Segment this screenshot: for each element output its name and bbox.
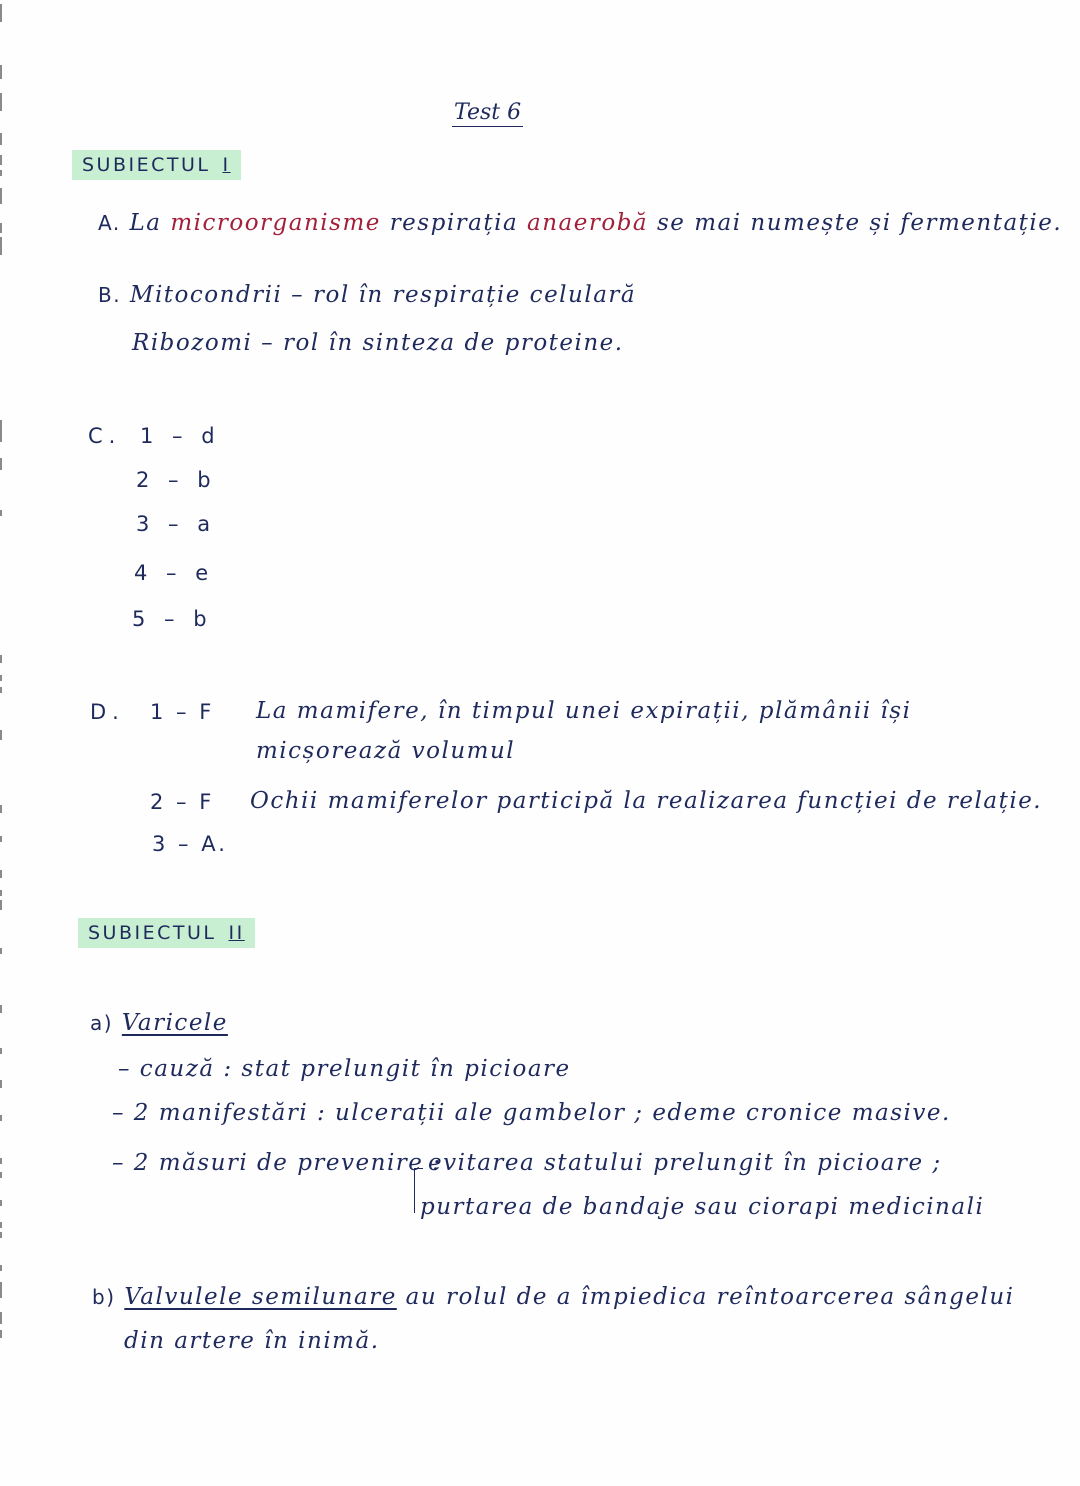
correction-text: micșorează volumul xyxy=(256,738,516,764)
answer-b-line-2: din artere în inimă. xyxy=(124,1328,380,1354)
match-pair: 5 – b xyxy=(132,607,213,631)
item-label: b) xyxy=(92,1285,116,1309)
item-label: a) xyxy=(90,1011,114,1035)
item-label: B. xyxy=(98,283,122,307)
correction-text: Ochii mamiferelor participă la realizarea funcției de relație. xyxy=(250,788,1043,814)
match-pair: 4 – e xyxy=(134,561,215,585)
answer-b-line-1 xyxy=(98,282,636,308)
answer-text: au rolul de a împiedica reîntoarcerea sângelui xyxy=(405,1284,1015,1310)
answer-a xyxy=(98,210,1062,236)
true-false-key: 2 – F xyxy=(150,790,215,814)
cause-line: – cauză : stat prelungit în picioare xyxy=(118,1056,571,1082)
match-pair: 1 – d xyxy=(140,424,221,448)
correction-text: La mamifere, în timpul unei expirații, plămânii își xyxy=(256,698,912,724)
match-pair: 3 – a xyxy=(136,512,217,536)
highlighted-term: microorganisme xyxy=(170,210,381,236)
answer-text: La xyxy=(129,210,162,236)
section-heading-subiectul-1 xyxy=(72,150,241,180)
section-numeral: II xyxy=(228,922,245,944)
answer-text: se mai numește și fermentație. xyxy=(656,210,1063,236)
answer-a-heading xyxy=(90,1010,228,1036)
prevention-item: purtarea de bandaje sau ciorapi medicinali xyxy=(420,1194,985,1220)
section-heading-text: SUBIECTUL xyxy=(82,154,211,176)
binder-margin-marks xyxy=(0,0,4,1486)
item-label-d: D. xyxy=(90,700,125,724)
match-pair: 2 – b xyxy=(136,468,217,492)
answer-text: respirația xyxy=(389,210,519,236)
answer-b xyxy=(92,1284,1015,1310)
prevention-item: evitarea statului prelungit în picioare ; xyxy=(428,1150,942,1176)
prevention-label: – 2 măsuri de prevenire : xyxy=(112,1150,442,1176)
page-title: Test 6 xyxy=(454,100,522,125)
answer-b-line-2: Ribozomi – rol în sinteza de proteine. xyxy=(132,330,624,356)
topic-term: Valvulele semilunare xyxy=(124,1284,397,1310)
section-heading-subiectul-2 xyxy=(78,918,255,948)
item-label-c: C. xyxy=(88,424,122,448)
section-heading-text: SUBIECTUL xyxy=(88,922,217,944)
item-label: A. xyxy=(98,211,121,235)
topic-term: Varicele xyxy=(121,1010,228,1036)
answer-text: Mitocondrii – rol în respirație celulară xyxy=(129,282,637,308)
highlighted-term: anaerobă xyxy=(527,210,649,236)
section-numeral: I xyxy=(222,154,231,176)
manifestations-line: – 2 manifestări : ulcerații ale gambelor ; edeme cronice masive. xyxy=(112,1100,951,1126)
true-false-key: 1 – F xyxy=(150,700,215,724)
true-false-key: 3 – A. xyxy=(152,832,228,856)
